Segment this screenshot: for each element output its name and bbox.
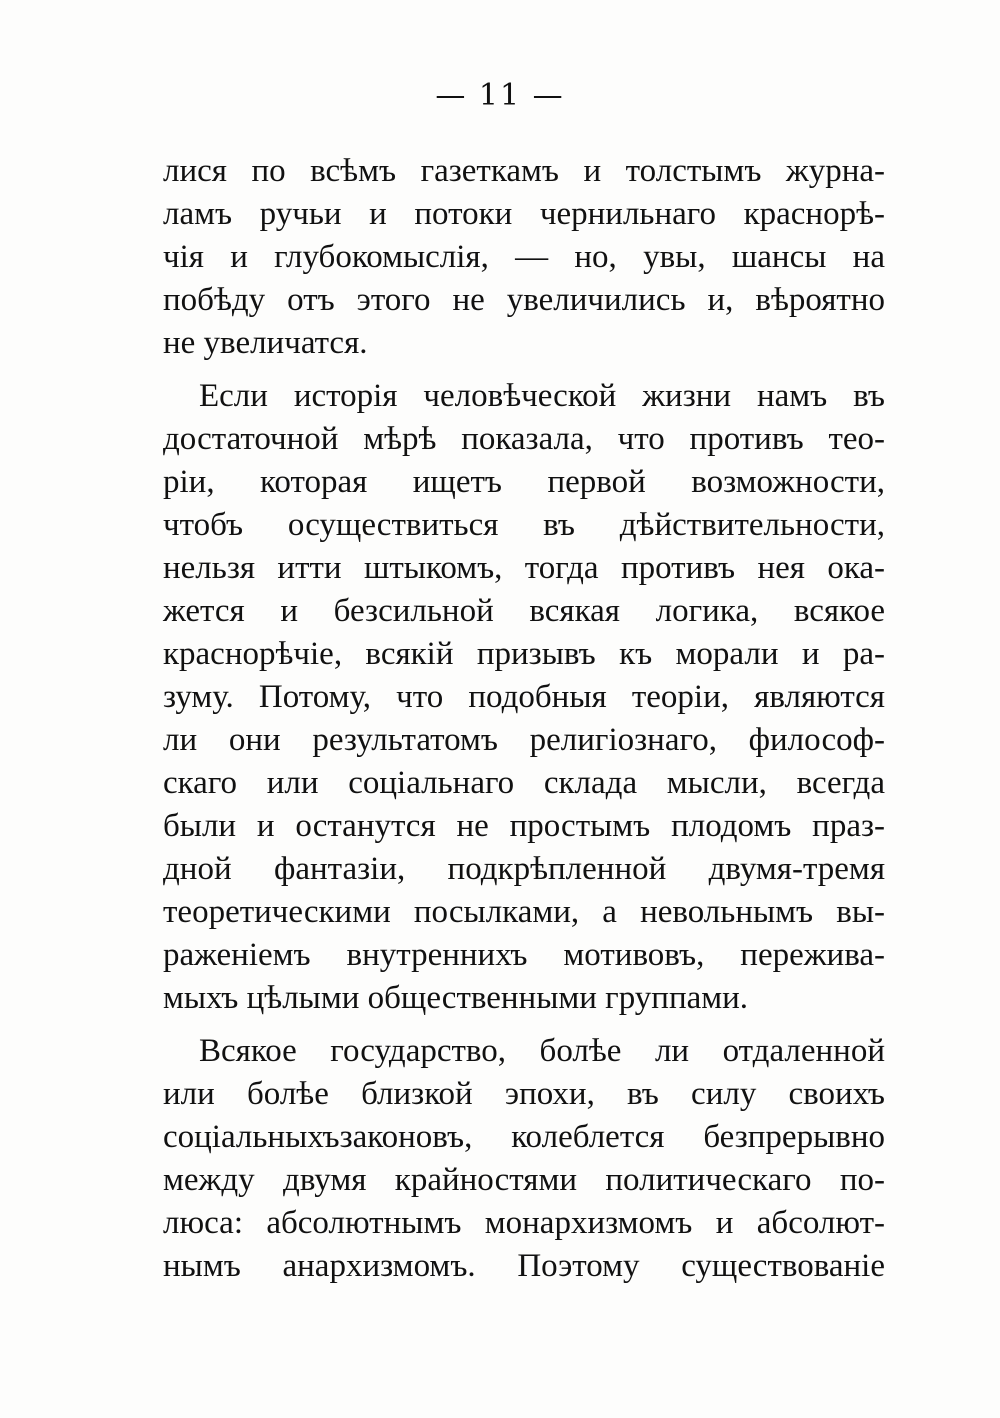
text-line: скаго или соціальнаго склада мысли, всегда <box>163 765 885 801</box>
text-line: лися по всѣмъ газеткамъ и толстымъ журна- <box>163 153 885 189</box>
text-line: соціальныхъзаконовъ, колеблется безпрерывно <box>163 1119 885 1155</box>
text-line: мыхъ цѣлыми общественными группами. <box>163 980 749 1016</box>
text-line: ламъ ручьи и потоки чернильнаго краснорѣ- <box>163 196 885 232</box>
paragraph-3 <box>163 1030 885 1288</box>
text-line: ріи, которая ищетъ первой возможности, <box>163 464 885 500</box>
text-line: достаточной мѣрѣ показала, что противъ тео- <box>163 421 885 457</box>
text-line: между двумя крайностями политическаго по- <box>163 1162 885 1198</box>
text-line: зуму. Потому, что подобныя теоріи, являются <box>163 679 885 715</box>
paragraph-2 <box>163 375 885 1020</box>
text-line: жется и безсильной всякая логика, всякое <box>163 593 885 629</box>
text-line: не увеличатся. <box>163 325 368 361</box>
text-line: Всякое государство, болѣе ли отдаленной <box>199 1033 885 1069</box>
text-line: ли они результатомъ религіознаго, философ- <box>163 722 885 758</box>
text-line: нымъ анархизмомъ. Поэтому существованіе <box>163 1248 885 1284</box>
text-line: Если исторія человѣческой жизни намъ въ <box>199 378 885 414</box>
text-line: побѣду отъ этого не увеличились и, вѣроятно <box>163 282 885 318</box>
text-line: люса: абсолютнымъ монархизмомъ и абсолют- <box>163 1205 885 1241</box>
text-line: или болѣе близкой эпохи, въ силу своихъ <box>163 1076 885 1112</box>
text-line: теоретическими посылками, а невольнымъ вы- <box>163 894 885 930</box>
text-line: краснорѣчіе, всякій призывъ къ морали и ра- <box>163 636 885 672</box>
paragraph-1 <box>163 150 885 365</box>
text-line: дной фантазіи, подкрѣпленной двумя-тремя <box>163 851 885 887</box>
text-line: раженіемъ внутреннихъ мотивовъ, пережива- <box>163 937 885 973</box>
text-line: чтобъ осуществиться въ дѣйствительности, <box>163 507 885 543</box>
text-line: нельзя итти штыкомъ, тогда противъ нея ока- <box>163 550 885 586</box>
text-line: были и останутся не простымъ плодомъ праз- <box>163 808 885 844</box>
page-number: — 11 — <box>435 78 565 113</box>
text-line: чія и глубокомыслія, — но, увы, шансы на <box>163 239 885 275</box>
body-text <box>163 150 885 1298</box>
